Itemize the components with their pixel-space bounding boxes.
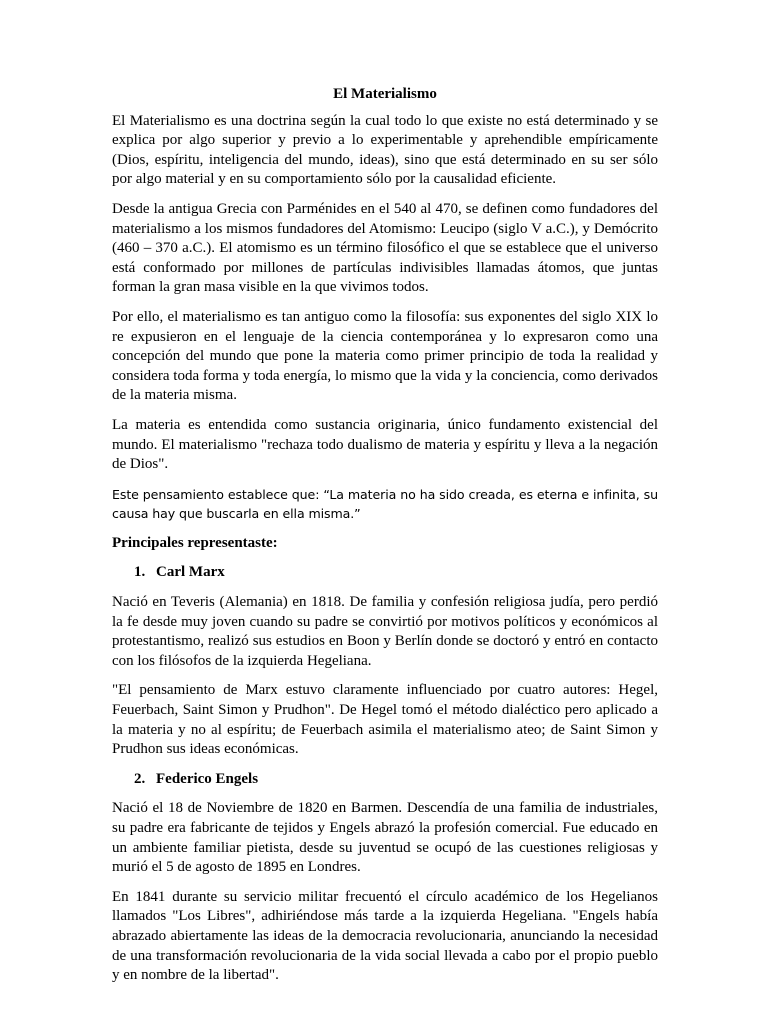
document-page bbox=[112, 85, 658, 996]
list-item-title: Carl Marx bbox=[156, 564, 225, 581]
engels-paragraph-2: En 1841 durante su servicio militar frecuentó el círculo académico de los Hegelianos llamados "Los Libres", adhiriéndose más tarde a la izquierda Hegeliana. "Engels había abrazado abiertamente las ideas de la democracia revolucionaria, anunciando la necesidad de una transformación revolucionaria de la vida social llevada a cabo por el propio pueblo y en nombre de la libertad". bbox=[112, 888, 658, 984]
list-item-engels bbox=[112, 770, 658, 790]
representatives-heading: Principales representaste: bbox=[112, 534, 278, 551]
marx-paragraph-1: Nació en Teveris (Alemania) en 1818. De familia y confesión religiosa judía, pero perdió la fe desde muy joven cuando su padre se convirtió por motivos políticos y económicos al protestantismo, realizó sus estudios en Boon y Berlín donde se doctoró y entró en contacto con los filósofos de la izquierda Hegeliana. bbox=[112, 594, 658, 669]
list-number: 2. bbox=[134, 770, 146, 787]
intro-paragraph-2: Desde la antigua Grecia con Parménides en el 540 al 470, se definen como fundadores del materialismo a los mismos fundadores del Atomismo: Leucipo (siglo V a.C.), y Demócrito (460 – 370 a.C.). El atomismo es un término filosófico el que se establece que el universo está conformado por millones de partículas indivisibles llamadas átomos, que juntas forman la gran masa visible en la que vivimos todos. bbox=[112, 200, 658, 296]
list-number: 1. bbox=[134, 564, 146, 581]
marx-paragraph-2: "El pensamiento de Marx estuvo claramente influenciado por cuatro autores: Hegel, Feuerbach, Saint Simon y Prudhon". De Hegel tomó el método dialéctico pero aplicado a la materia y no al espíritu; de Feuerbach asimila el materialismo ateo; de Saint Simon y Prudhon sus ideas económicas. bbox=[112, 682, 658, 758]
quote-paragraph: Este pensamiento establece que: “La materia no ha sido creada, es eterna e infinita, su causa hay que buscarla en ella misma.” bbox=[112, 486, 658, 522]
intro-paragraph-1: El Materialismo es una doctrina según la cual todo lo que existe no está determinado y se explica por algo superior y previo a lo experimentable y aprehendible empíricamente (Dios, espíritu, inteligencia del mundo, ideas), sino que está determinado en su ser sólo por algo material y en su comportamiento sólo por la causalidad eficiente. bbox=[112, 112, 658, 188]
list-item-marx bbox=[112, 563, 658, 583]
intro-paragraph-4: La materia es entendida como sustancia originaria, único fundamento existencial del mundo. El materialismo "rechaza todo dualismo de materia y espíritu y lleva a la negación de Dios". bbox=[112, 416, 658, 473]
intro-paragraph-3: Por ello, el materialismo es tan antiguo como la filosofía: sus exponentes del siglo XIX lo re expusieron en el lenguaje de la ciencia contemporánea y lo expresaron como una concepción del mundo que pone la materia como primer principio de toda la realidad y considera toda forma y toda energía, lo mismo que la vida y la conciencia, como derivados de la materia misma. bbox=[112, 308, 658, 404]
engels-paragraph-1: Nació el 18 de Noviembre de 1820 en Barmen. Descendía de una familia de industriales, su padre era fabricante de tejidos y Engels abrazó la profesión comercial. Fue educado en un ambiente familiar pietista, desde su juventud se ocupó de las cuestiones religiosas y murió el 5 de agosto de 1895 en Londres. bbox=[112, 800, 658, 876]
list-item-title: Federico Engels bbox=[156, 770, 259, 787]
document-title: El Materialismo bbox=[333, 86, 437, 102]
